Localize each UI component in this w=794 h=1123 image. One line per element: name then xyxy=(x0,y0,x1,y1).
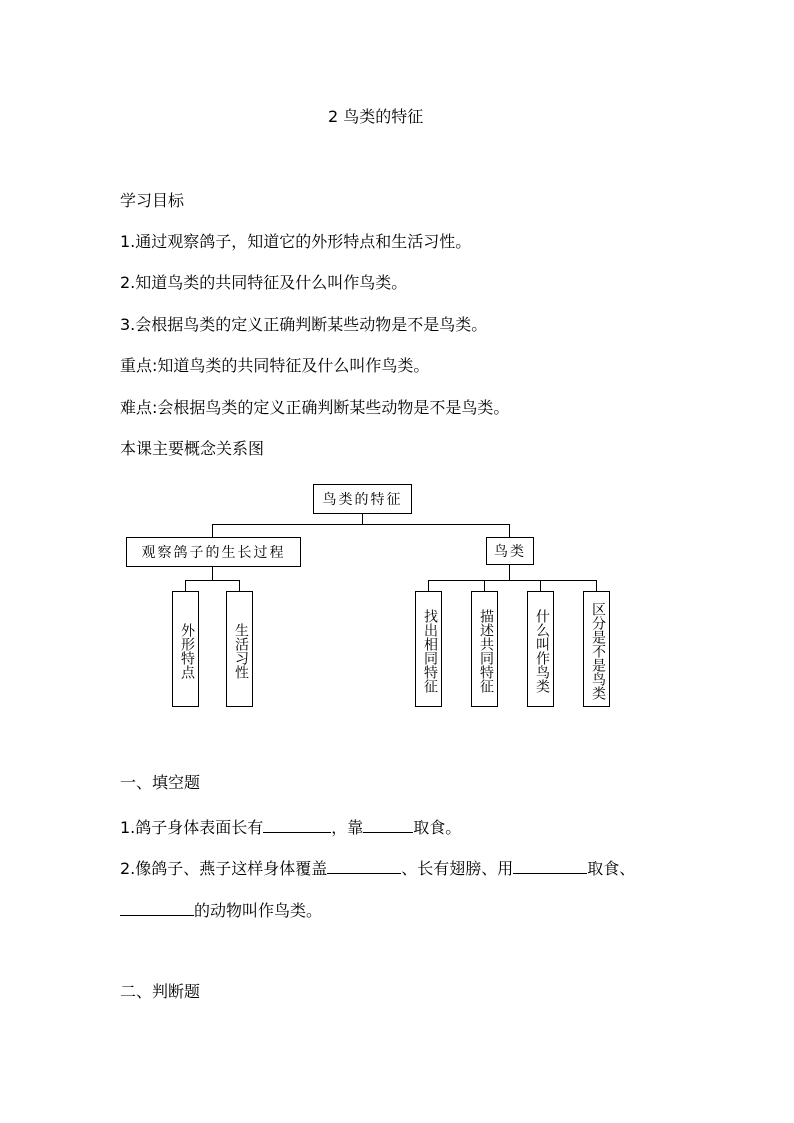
page-title: 2 鸟类的特征 xyxy=(328,107,424,126)
connector-line xyxy=(185,580,240,581)
concept-right-child-label: 区分是不是鸟类 xyxy=(590,602,606,700)
concept-left-branch-box xyxy=(126,537,301,567)
concept-right-child-label: 什么叫作鸟类 xyxy=(534,609,550,693)
difficult-point: 难点:会根据鸟类的定义正确判断某些动物是不是鸟类。 xyxy=(120,398,510,417)
question-1-text: 取食。 xyxy=(413,818,462,837)
concept-right-branch-label: 鸟类 xyxy=(494,544,526,560)
section-heading-true-false: 二、判断题 xyxy=(120,982,201,1001)
question-1-text: 1.鸽子身体表面长有 xyxy=(120,818,264,837)
concept-left-child-box xyxy=(172,591,199,707)
objectives-heading: 学习目标 xyxy=(120,191,185,210)
concept-right-child-box xyxy=(527,591,554,707)
concept-right-child-box xyxy=(583,591,610,707)
key-point: 重点:知道鸟类的共同特征及什么叫作鸟类。 xyxy=(120,356,430,375)
objective-1: 1.通过观察鸽子，知道它的外形特点和生活习性。 xyxy=(120,232,472,251)
concept-left-child-label: 生活习性 xyxy=(233,623,249,679)
concept-left-child-label: 外形特点 xyxy=(179,623,195,679)
question-1-text: ，靠 xyxy=(331,818,364,837)
section-heading-fill-in: 一、填空题 xyxy=(120,773,201,792)
connector-line xyxy=(212,524,510,525)
answer-blank[interactable] xyxy=(120,901,194,916)
concept-root-box xyxy=(313,484,412,514)
objective-2: 2.知道鸟类的共同特征及什么叫作鸟类。 xyxy=(120,273,408,292)
concept-right-branch-box xyxy=(486,537,534,565)
connector-line xyxy=(212,567,213,581)
answer-blank[interactable] xyxy=(327,859,401,874)
concept-right-child-label: 找出相同特征 xyxy=(422,609,438,693)
answer-blank[interactable] xyxy=(363,818,413,833)
concept-right-child-label: 描述共同特征 xyxy=(478,609,494,693)
objective-3: 3.会根据鸟类的定义正确判断某些动物是不是鸟类。 xyxy=(120,315,488,334)
question-2-continued xyxy=(120,901,322,919)
question-2-text: 2.像鸽子、燕子这样身体覆盖 xyxy=(120,859,328,878)
concept-map-heading: 本课主要概念关系图 xyxy=(120,439,265,458)
concept-root-label: 鸟类的特征 xyxy=(322,492,403,508)
concept-left-child-box xyxy=(226,591,253,707)
question-2-text: 、长有翅膀、用 xyxy=(401,859,514,878)
answer-blank[interactable] xyxy=(513,859,587,874)
connector-line xyxy=(212,524,213,538)
connector-line xyxy=(509,524,510,538)
connector-line xyxy=(428,580,597,581)
question-2-text: 取食、 xyxy=(587,859,636,878)
question-1 xyxy=(120,818,461,836)
question-2 xyxy=(120,859,635,877)
answer-blank[interactable] xyxy=(263,818,331,833)
question-2-text: 的动物叫作鸟类。 xyxy=(194,901,323,920)
concept-right-child-box xyxy=(415,591,442,707)
concept-right-child-box xyxy=(471,591,498,707)
connector-line xyxy=(509,565,510,581)
concept-left-branch-label: 观察鸽子的生长过程 xyxy=(141,545,286,561)
